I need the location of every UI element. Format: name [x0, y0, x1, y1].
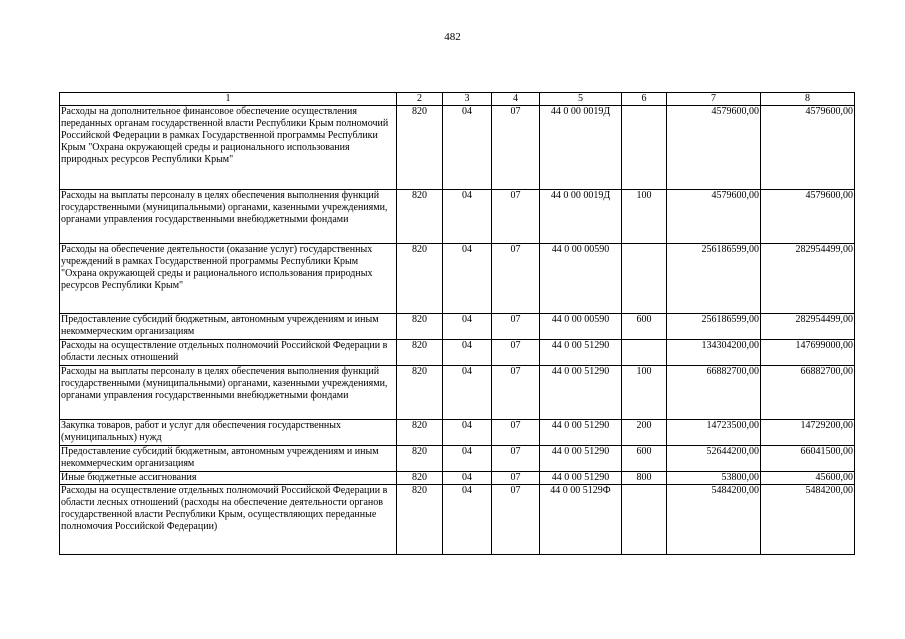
ministry-code: 820 — [397, 485, 443, 555]
expense-type-code: 600 — [622, 446, 667, 472]
amount-col7: 14723500,00 — [667, 420, 761, 446]
target-article-code: 44 0 00 5129Ф — [540, 485, 622, 555]
target-article-code: 44 0 00 00590 — [540, 314, 622, 340]
section-code: 04 — [443, 244, 492, 314]
ministry-code: 820 — [397, 190, 443, 244]
expense-name: Расходы на осуществление отдельных полномочий Российской Федерации в области лесных отношений (расходы на обеспечение деятельности органов государственной власти Республики Крым, осуществляющих переданные полномочия Российской Федерации) — [60, 485, 397, 555]
subsection-code: 07 — [492, 485, 540, 555]
amount-col8: 4579600,00 — [761, 190, 855, 244]
amount-col7: 256186599,00 — [667, 314, 761, 340]
section-code: 04 — [443, 106, 492, 190]
column-header: 4 — [492, 93, 540, 106]
amount-col8: 14729200,00 — [761, 420, 855, 446]
target-article-code: 44 0 00 51290 — [540, 472, 622, 485]
expense-type-code — [622, 106, 667, 190]
table-row — [60, 446, 855, 472]
section-code: 04 — [443, 190, 492, 244]
subsection-code: 07 — [492, 106, 540, 190]
target-article-code: 44 0 00 51290 — [540, 340, 622, 366]
ministry-code: 820 — [397, 366, 443, 420]
column-header: 5 — [540, 93, 622, 106]
target-article-code: 44 0 00 51290 — [540, 366, 622, 420]
table-row — [60, 340, 855, 366]
target-article-code: 44 0 00 00590 — [540, 244, 622, 314]
table-row — [60, 314, 855, 340]
budget-table — [59, 92, 855, 555]
target-article-code: 44 0 00 51290 — [540, 446, 622, 472]
amount-col7: 4579600,00 — [667, 106, 761, 190]
column-header: 7 — [667, 93, 761, 106]
section-code: 04 — [443, 340, 492, 366]
table-row — [60, 485, 855, 555]
column-header: 1 — [60, 93, 397, 106]
expense-name: Предоставление субсидий бюджетным, автономным учреждениям и иным некоммерческим организациям — [60, 446, 397, 472]
subsection-code: 07 — [492, 340, 540, 366]
expense-type-code: 200 — [622, 420, 667, 446]
section-code: 04 — [443, 446, 492, 472]
column-header: 3 — [443, 93, 492, 106]
table-row — [60, 420, 855, 446]
subsection-code: 07 — [492, 190, 540, 244]
amount-col8: 5484200,00 — [761, 485, 855, 555]
expense-name: Расходы на выплаты персоналу в целях обеспечения выполнения функций государственными (муниципальными) органами, казенными учреждениями, органами управления государственными внебюджетными фондами — [60, 366, 397, 420]
page-number: 482 — [444, 31, 461, 43]
expense-type-code: 600 — [622, 314, 667, 340]
target-article-code: 44 0 00 51290 — [540, 420, 622, 446]
ministry-code: 820 — [397, 472, 443, 485]
ministry-code: 820 — [397, 446, 443, 472]
expense-type-code: 100 — [622, 190, 667, 244]
amount-col8: 4579600,00 — [761, 106, 855, 190]
section-code: 04 — [443, 366, 492, 420]
amount-col8: 66041500,00 — [761, 446, 855, 472]
expense-type-code — [622, 244, 667, 314]
header-row — [60, 93, 855, 106]
amount-col7: 4579600,00 — [667, 190, 761, 244]
expense-name: Расходы на обеспечение деятельности (оказание услуг) государственных учреждений в рамках Государственной программы Республики Крым "Охрана окружающей среды и рационального использования природных ресурсов Республики Крым" — [60, 244, 397, 314]
subsection-code: 07 — [492, 446, 540, 472]
subsection-code: 07 — [492, 472, 540, 485]
expense-name: Закупка товаров, работ и услуг для обеспечения государственных (муниципальных) нужд — [60, 420, 397, 446]
column-header: 2 — [397, 93, 443, 106]
section-code: 04 — [443, 472, 492, 485]
subsection-code: 07 — [492, 420, 540, 446]
expense-name: Расходы на выплаты персоналу в целях обеспечения выполнения функций государственными (муниципальными) органами, казенными учреждениями, органами управления государственными внебюджетными фондами — [60, 190, 397, 244]
amount-col8: 45600,00 — [761, 472, 855, 485]
ministry-code: 820 — [397, 106, 443, 190]
expense-type-code: 800 — [622, 472, 667, 485]
table-row — [60, 366, 855, 420]
expense-name: Расходы на дополнительное финансовое обеспечение осуществления переданных органам государственной власти Республики Крым полномочий Российской Федерации в рамках Государственной программы Республики Крым "Охрана окружающей среды и рационального использования природных ресурсов Республики Крым" — [60, 106, 397, 190]
expense-type-code — [622, 485, 667, 555]
subsection-code: 07 — [492, 314, 540, 340]
amount-col7: 52644200,00 — [667, 446, 761, 472]
amount-col7: 134304200,00 — [667, 340, 761, 366]
table-row — [60, 190, 855, 244]
column-header: 8 — [761, 93, 855, 106]
amount-col7: 53800,00 — [667, 472, 761, 485]
expense-name: Расходы на осуществление отдельных полномочий Российской Федерации в области лесных отношений — [60, 340, 397, 366]
amount-col8: 282954499,00 — [761, 244, 855, 314]
amount-col8: 282954499,00 — [761, 314, 855, 340]
amount-col8: 66882700,00 — [761, 366, 855, 420]
amount-col7: 66882700,00 — [667, 366, 761, 420]
subsection-code: 07 — [492, 366, 540, 420]
section-code: 04 — [443, 420, 492, 446]
column-header: 6 — [622, 93, 667, 106]
section-code: 04 — [443, 314, 492, 340]
ministry-code: 820 — [397, 314, 443, 340]
table-row — [60, 244, 855, 314]
section-code: 04 — [443, 485, 492, 555]
expense-name: Предоставление субсидий бюджетным, автономным учреждениям и иным некоммерческим организациям — [60, 314, 397, 340]
expense-type-code — [622, 340, 667, 366]
amount-col7: 256186599,00 — [667, 244, 761, 314]
target-article-code: 44 0 00 0019Д — [540, 106, 622, 190]
expense-type-code: 100 — [622, 366, 667, 420]
amount-col7: 5484200,00 — [667, 485, 761, 555]
amount-col8: 147699000,00 — [761, 340, 855, 366]
ministry-code: 820 — [397, 420, 443, 446]
table-row — [60, 472, 855, 485]
ministry-code: 820 — [397, 340, 443, 366]
expense-name: Иные бюджетные ассигнования — [60, 472, 397, 485]
subsection-code: 07 — [492, 244, 540, 314]
ministry-code: 820 — [397, 244, 443, 314]
target-article-code: 44 0 00 0019Д — [540, 190, 622, 244]
table-row — [60, 106, 855, 190]
